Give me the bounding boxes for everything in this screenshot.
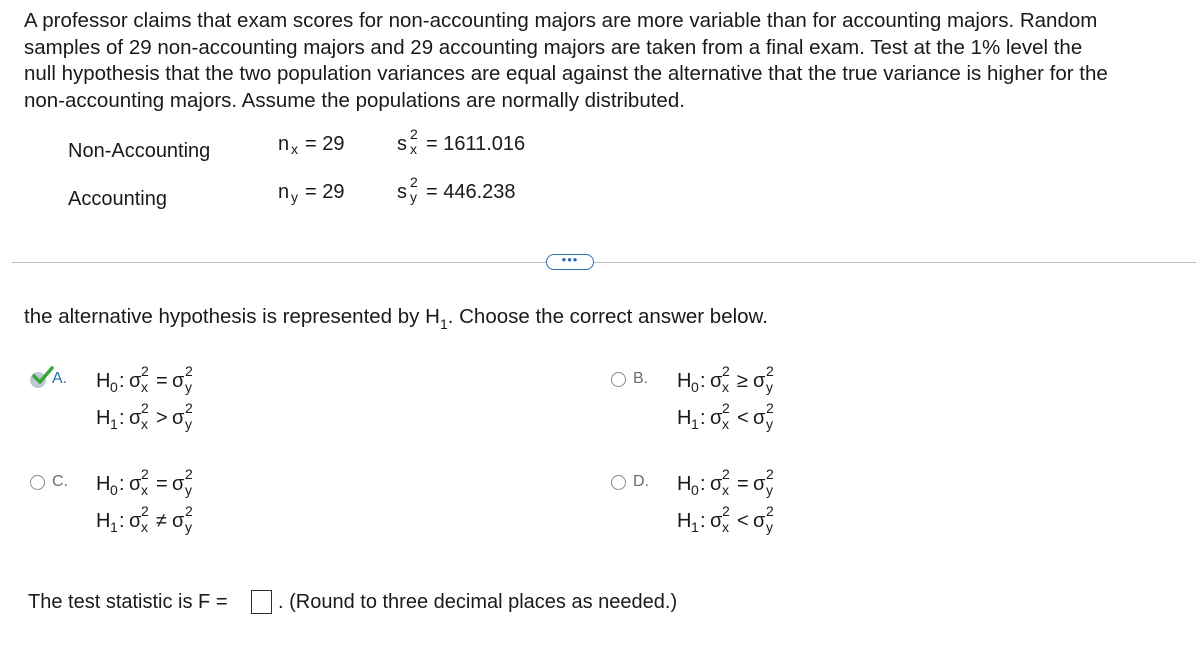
hyp-sub_y: y — [766, 519, 773, 535]
hyp-sup: 2 — [141, 503, 149, 519]
hyp-rhs: σ — [753, 473, 766, 495]
hyp-sup: 2 — [141, 466, 149, 482]
hyp-lead: H — [96, 510, 111, 532]
hyp-sub_x: x — [722, 379, 729, 395]
hyp-rhs: σ — [172, 370, 185, 392]
problem-line: null hypothesis that the two population variances are equal against the alternative that the true variance is higher for the — [24, 62, 1108, 85]
variance-symbol — [397, 174, 418, 205]
hyp-lhs: σ — [710, 510, 723, 532]
hyp-colon: : — [119, 510, 125, 532]
hyp-lhs: σ — [129, 407, 142, 429]
hyp-lhs: σ — [710, 370, 723, 392]
hyp-rel: ≠ — [156, 510, 167, 532]
problem-line: samples of 29 non-accounting majors and 29 accounting majors are taken from a final exam. Test at the 1% level the — [24, 35, 1083, 59]
hyp-lead: H — [677, 370, 692, 392]
hyp-rhs: σ — [753, 510, 766, 532]
option-letter: D. — [633, 473, 649, 490]
hyp-rel: ≥ — [737, 370, 748, 392]
hyp-sub: 0 — [691, 379, 699, 395]
hyp-sup: 2 — [722, 400, 730, 416]
radio-button[interactable] — [611, 475, 626, 490]
hyp-rhs: σ — [172, 510, 185, 532]
hyp-sup: 2 — [722, 503, 730, 519]
hyp-lhs: σ — [710, 407, 723, 429]
hyp-rel: < — [737, 510, 749, 532]
option-letter: B. — [633, 370, 649, 387]
hyp-rel: < — [737, 407, 749, 429]
prompt-subscript: 1 — [439, 316, 448, 332]
hyp-rhs: σ — [172, 473, 185, 495]
hyp-sup: 2 — [722, 363, 730, 379]
hyp-sub_x: x — [722, 416, 729, 432]
hyp-sub_y: y — [766, 482, 773, 498]
hyp-lhs: σ — [129, 510, 142, 532]
hyp-rel: = — [156, 473, 168, 495]
hyp-lead: H — [677, 510, 692, 532]
hyp-colon: : — [700, 473, 706, 495]
expand-more-button[interactable]: ••• — [546, 254, 594, 270]
hyp-sub_y: y — [185, 379, 192, 395]
prompt-text: the alternative hypothesis is represented by H — [24, 305, 440, 328]
radio-selected[interactable] — [30, 372, 46, 388]
hyp-colon: : — [119, 473, 125, 495]
option-letter: C. — [52, 473, 68, 490]
hyp-lead: H — [677, 407, 692, 429]
variance-symbol — [397, 126, 418, 157]
n-sub: y — [291, 189, 298, 205]
hyp-sub: 1 — [110, 416, 118, 432]
hyp-sub: 1 — [691, 519, 699, 535]
hyp-colon: : — [700, 370, 706, 392]
hyp-lhs: σ — [710, 473, 723, 495]
hyp-sub_x: x — [141, 379, 148, 395]
hyp-sup: 2 — [766, 503, 774, 519]
hyp-lead: H — [677, 473, 692, 495]
answer-note: . (Round to three decimal places as needed.) — [278, 591, 678, 613]
hyp-sub: 1 — [110, 519, 118, 535]
hyp-sub_x: x — [141, 416, 148, 432]
hyp-rhs: σ — [753, 407, 766, 429]
hyp-sub_x: x — [722, 519, 729, 535]
sample-size-value: = 29 — [305, 133, 345, 155]
hyp-sup: 2 — [185, 466, 193, 482]
s-sub: x — [410, 141, 417, 157]
hyp-sub: 1 — [691, 416, 699, 432]
hyp-sup: 2 — [722, 466, 730, 482]
problem-line: non-accounting majors. Assume the populations are normally distributed. — [24, 88, 685, 112]
hyp-sub_x: x — [141, 482, 148, 498]
problem-line: A professor claims that exam scores for non-accounting majors are more variable than for accounting majors. Random — [24, 9, 1098, 32]
hyp-lead: H — [96, 407, 111, 429]
hyp-sup: 2 — [766, 466, 774, 482]
hyp-rel: = — [737, 473, 749, 495]
hyp-sup: 2 — [766, 363, 774, 379]
hyp-rhs: σ — [172, 407, 185, 429]
section-divider — [12, 262, 1196, 263]
n-var: n — [278, 133, 290, 155]
hyp-sub_y: y — [766, 379, 773, 395]
radio-button[interactable] — [611, 372, 626, 387]
group-label: Non-Accounting — [68, 140, 211, 162]
hyp-colon: : — [119, 407, 125, 429]
s-var: s — [397, 133, 407, 155]
checkmark-icon — [32, 366, 54, 384]
hyp-sub: 0 — [110, 482, 118, 498]
s-sup: 2 — [410, 174, 418, 190]
problem-statement — [24, 8, 1184, 114]
hyp-sup: 2 — [185, 363, 193, 379]
hyp-sub: 0 — [691, 482, 699, 498]
answer-input[interactable] — [251, 590, 272, 614]
sample-size-value: = 29 — [305, 181, 345, 203]
hyp-sub_x: x — [722, 482, 729, 498]
hyp-sub_x: x — [141, 519, 148, 535]
variance-value: = 446.238 — [426, 181, 516, 203]
hyp-lhs: σ — [129, 370, 142, 392]
hyp-sub_y: y — [185, 416, 192, 432]
hyp-lead: H — [96, 473, 111, 495]
hyp-colon: : — [700, 510, 706, 532]
hyp-sup: 2 — [185, 503, 193, 519]
hyp-sup: 2 — [141, 400, 149, 416]
question-prompt — [24, 305, 768, 332]
hyp-rhs: σ — [753, 370, 766, 392]
hyp-rel: > — [156, 407, 168, 429]
s-sup: 2 — [410, 126, 418, 142]
n-var: n — [278, 181, 290, 203]
hyp-sub: 0 — [110, 379, 118, 395]
hyp-sup: 2 — [766, 400, 774, 416]
prompt-text-end: . Choose the correct answer below. — [447, 305, 768, 328]
hyp-colon: : — [700, 407, 706, 429]
n-sub: x — [291, 141, 298, 157]
answer-label: The test statistic is F = — [28, 591, 228, 613]
hyp-lhs: σ — [129, 473, 142, 495]
hyp-colon: : — [119, 370, 125, 392]
variance-value: = 1611.016 — [426, 133, 526, 155]
radio-button[interactable] — [30, 475, 45, 490]
hyp-rel: = — [156, 370, 168, 392]
sample-size-symbol — [278, 133, 298, 157]
hyp-sub_y: y — [185, 519, 192, 535]
hyp-lead: H — [96, 370, 111, 392]
hyp-sub_y: y — [185, 482, 192, 498]
sample-size-symbol — [278, 181, 298, 205]
s-sub: y — [410, 189, 417, 205]
option-letter: A. — [52, 370, 68, 387]
hyp-sup: 2 — [141, 363, 149, 379]
group-label: Accounting — [68, 188, 167, 210]
hyp-sup: 2 — [185, 400, 193, 416]
hyp-sub_y: y — [766, 416, 773, 432]
s-var: s — [397, 181, 407, 203]
